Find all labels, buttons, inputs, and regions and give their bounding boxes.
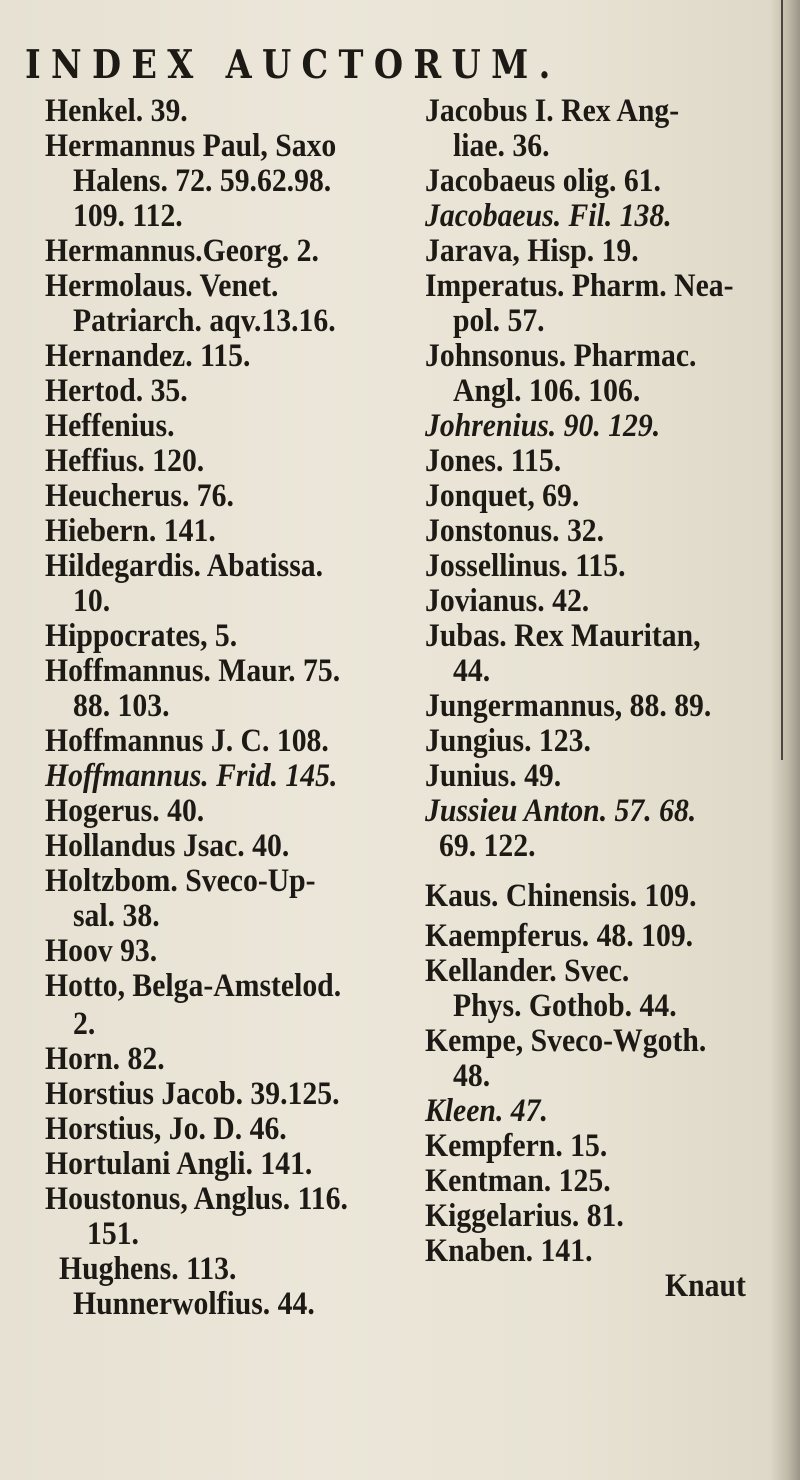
index-entry: Hoffmannus. Maur. 75. bbox=[45, 653, 341, 689]
index-entry: Horn. 82. bbox=[45, 1041, 165, 1077]
index-entry: Kempfern. 15. bbox=[425, 1128, 608, 1164]
index-entry: Hoffmannus. Frid. 145. bbox=[45, 758, 338, 794]
index-entry: Jubas. Rex Mauritan, bbox=[425, 618, 701, 654]
index-entry: Hoov 93. bbox=[45, 933, 158, 969]
index-entry: Kiggelarius. 81. bbox=[425, 1198, 624, 1234]
page-header bbox=[0, 42, 800, 88]
index-entry: pol. 57. bbox=[453, 303, 545, 339]
index-entry: Jacobaeus. Fil. 138. bbox=[425, 198, 672, 234]
index-entry: Hotto, Belga-Amstelod. bbox=[45, 968, 342, 1004]
index-entry: Hughens. 113. bbox=[59, 1251, 237, 1287]
index-entry: 69. 122. bbox=[439, 828, 536, 864]
page-edge-line bbox=[781, 0, 783, 760]
index-entry: Hippocrates, 5. bbox=[45, 618, 238, 654]
index-entry: Horstius, Jo. D. 46. bbox=[45, 1111, 287, 1147]
index-entry: 109. 112. bbox=[73, 198, 183, 234]
index-entry: Jovianus. 42. bbox=[425, 583, 590, 619]
index-entry: Angl. 106. 106. bbox=[453, 373, 641, 409]
index-entry: Johrenius. 90. 129. bbox=[425, 408, 661, 444]
index-entry: Hiebern. 141. bbox=[45, 513, 216, 549]
index-entry: Hoffmannus J. C. 108. bbox=[45, 723, 329, 759]
index-entry: Hunnerwolfius. 44. bbox=[73, 1286, 315, 1322]
index-entry: Hernandez. 115. bbox=[45, 338, 251, 374]
index-entry: Jacobus I. Rex Ang- bbox=[425, 93, 680, 129]
index-entry: Johnsonus. Pharmac. bbox=[425, 338, 697, 374]
index-entry: 44. bbox=[453, 653, 491, 689]
index-entry: Jungius. 123. bbox=[425, 723, 591, 759]
index-entry: Hildegardis. Abatissa. bbox=[45, 548, 324, 584]
page-gutter-shadow bbox=[770, 0, 800, 1480]
index-entry: Jones. 115. bbox=[425, 443, 562, 479]
index-entry: Kentman. 125. bbox=[425, 1163, 611, 1199]
index-entry: Jungermannus, 88. 89. bbox=[425, 688, 712, 724]
index-entry: Heffius. 120. bbox=[45, 443, 205, 479]
index-entry: Kempe, Sveco-Wgoth. bbox=[425, 1023, 707, 1059]
index-entry: Jacobaeus olig. 61. bbox=[425, 163, 661, 199]
index-entry: Houstonus, Anglus. 116. bbox=[45, 1181, 348, 1217]
index-entry: Hertod. 35. bbox=[45, 373, 188, 409]
index-entry: Knaben. 141. bbox=[425, 1233, 593, 1269]
index-entry: Hermannus.Georg. 2. bbox=[45, 233, 319, 269]
index-entry: Henkel. 39. bbox=[45, 93, 188, 129]
index-entry: 2. bbox=[73, 1006, 96, 1042]
index-entry: Jarava, Hisp. 19. bbox=[425, 233, 639, 269]
index-entry: Hermannus Paul, Saxo bbox=[45, 128, 337, 164]
index-entry: sal. 38. bbox=[73, 898, 160, 934]
index-entry: Phys. Gothob. 44. bbox=[453, 988, 677, 1024]
index-entry: Hortulani Angli. 141. bbox=[45, 1146, 313, 1182]
index-entry: 151. bbox=[87, 1216, 139, 1252]
index-entry: Knaut bbox=[665, 1268, 746, 1304]
index-entry: 48. bbox=[453, 1058, 491, 1094]
page-title: INDEX AUCTORUM. bbox=[25, 42, 561, 88]
index-entry: Patriarch. aqv.13.16. bbox=[73, 303, 336, 339]
index-entry: Jussieu Anton. 57. 68. bbox=[425, 793, 697, 829]
index-entry: Horstius Jacob. 39.125. bbox=[45, 1076, 340, 1112]
index-entry: Imperatus. Pharm. Nea- bbox=[425, 268, 734, 304]
index-entry: 10. bbox=[73, 583, 111, 619]
index-entry: Kaus. Chinensis. 109. bbox=[425, 878, 697, 914]
index-entry: 88. 103. bbox=[73, 688, 170, 724]
index-entry: Kleen. 47. bbox=[425, 1093, 548, 1129]
index-entry: Kellander. Svec. bbox=[425, 953, 630, 989]
index-entry: Kaempferus. 48. 109. bbox=[425, 918, 694, 954]
index-entry: Jonquet, 69. bbox=[425, 478, 580, 514]
index-entry: Hermolaus. Venet. bbox=[45, 268, 279, 304]
index-entry: Halens. 72. 59.62.98. bbox=[73, 163, 332, 199]
index-entry: Heffenius. bbox=[45, 408, 175, 444]
index-entry: Hogerus. 40. bbox=[45, 793, 205, 829]
index-entry: Junius. 49. bbox=[425, 758, 562, 794]
index-entry: Hollandus Jsac. 40. bbox=[45, 828, 290, 864]
index-entry: Heucherus. 76. bbox=[45, 478, 234, 514]
index-entry: liae. 36. bbox=[453, 128, 550, 164]
index-entry: Jonstonus. 32. bbox=[425, 513, 605, 549]
index-entry: Jossellinus. 115. bbox=[425, 548, 626, 584]
index-entry: Holtzbom. Sveco-Up- bbox=[45, 863, 316, 899]
